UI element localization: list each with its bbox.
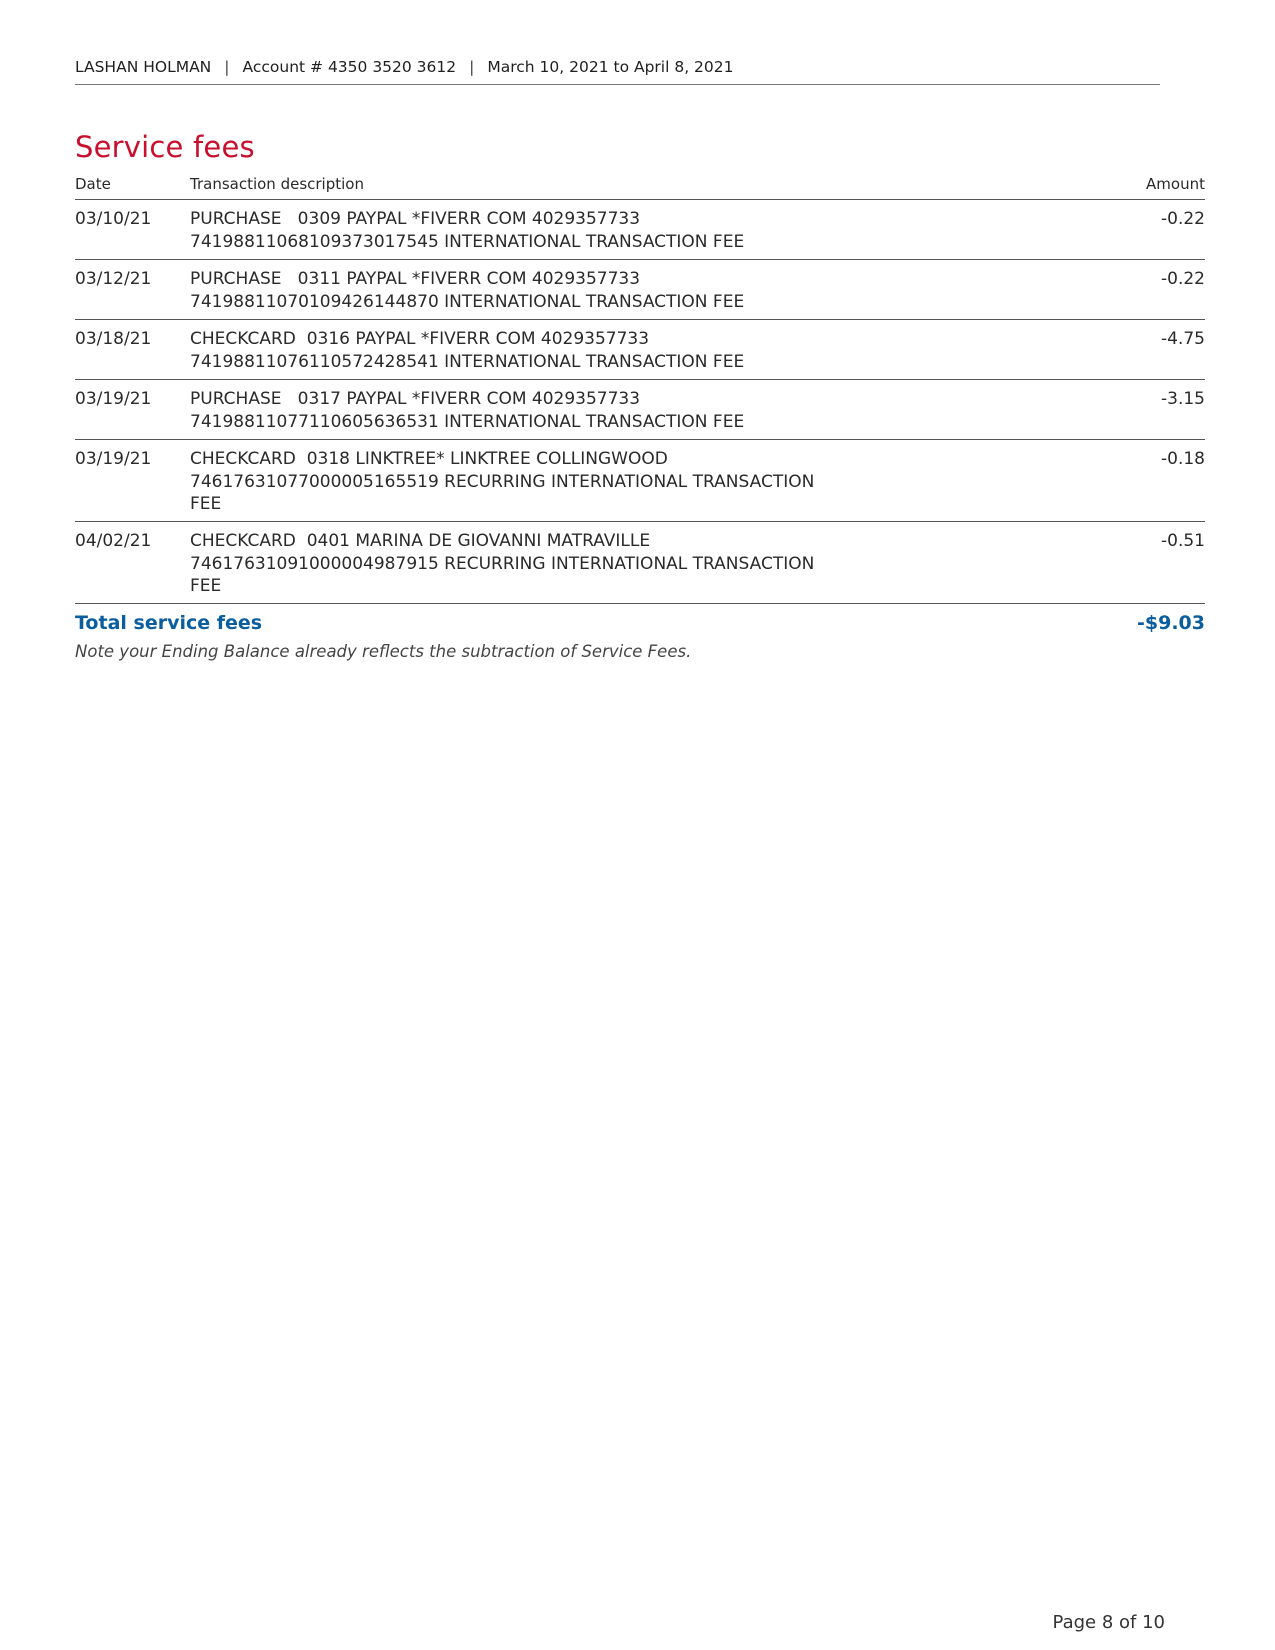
section-title: Service fees [75, 130, 255, 164]
row-description: CHECKCARD 0401 MARINA DE GIOVANNI MATRAVILLE 74617631091000004987915 RECURRING INTERNATIONAL TRANSACTION FEE [190, 531, 820, 596]
row-description: CHECKCARD 0316 PAYPAL *FIVERR COM 4029357733 74198811076110572428541 INTERNATIONAL TRANSACTION FEE [190, 329, 745, 372]
statement-header [75, 58, 1160, 85]
row-date: 03/12/21 [75, 269, 152, 289]
total-amount: -$9.03 [1137, 612, 1205, 634]
service-fees-table [75, 173, 1205, 661]
row-description: PURCHASE 0311 PAYPAL *FIVERR COM 4029357733 74198811070109426144870 INTERNATIONAL TRANSACTION FEE [190, 269, 745, 312]
column-header-amount: Amount [1146, 175, 1205, 193]
page-number: Page 8 of 10 [1052, 1612, 1165, 1633]
row-amount: -0.22 [1161, 209, 1205, 229]
row-date: 03/19/21 [75, 449, 152, 469]
table-row [75, 522, 1205, 604]
row-description: CHECKCARD 0318 LINKTREE* LINKTREE COLLINGWOOD 74617631077000005165519 RECURRING INTERNATIONAL TRANSACTION FEE [190, 449, 820, 514]
table-row [75, 380, 1205, 440]
row-date: 03/10/21 [75, 209, 152, 229]
row-description: PURCHASE 0309 PAYPAL *FIVERR COM 4029357733 74198811068109373017545 INTERNATIONAL TRANSACTION FEE [190, 209, 745, 252]
row-amount: -4.75 [1161, 329, 1205, 349]
row-description: PURCHASE 0317 PAYPAL *FIVERR COM 4029357733 74198811077110605636531 INTERNATIONAL TRANSACTION FEE [190, 389, 745, 432]
row-amount: -0.18 [1161, 449, 1205, 469]
account-number: Account # 4350 3520 3612 [242, 58, 457, 76]
account-holder-name: LASHAN HOLMAN [75, 58, 212, 76]
header-separator: | [224, 58, 230, 76]
table-row [75, 440, 1205, 522]
row-amount: -0.51 [1161, 531, 1205, 551]
total-label: Total service fees [75, 612, 263, 634]
statement-period: March 10, 2021 to April 8, 2021 [487, 58, 734, 76]
row-date: 03/18/21 [75, 329, 152, 349]
table-row [75, 200, 1205, 260]
row-date: 04/02/21 [75, 531, 152, 551]
table-row [75, 320, 1205, 380]
row-amount: -3.15 [1161, 389, 1205, 409]
table-header [75, 173, 1205, 200]
column-header-description: Transaction description [190, 175, 364, 193]
header-separator: | [469, 58, 475, 76]
total-row [75, 604, 1205, 640]
balance-note: Note your Ending Balance already reflects the subtraction of Service Fees. [75, 642, 692, 661]
table-row [75, 260, 1205, 320]
row-date: 03/19/21 [75, 389, 152, 409]
row-amount: -0.22 [1161, 269, 1205, 289]
column-header-date: Date [75, 175, 111, 193]
